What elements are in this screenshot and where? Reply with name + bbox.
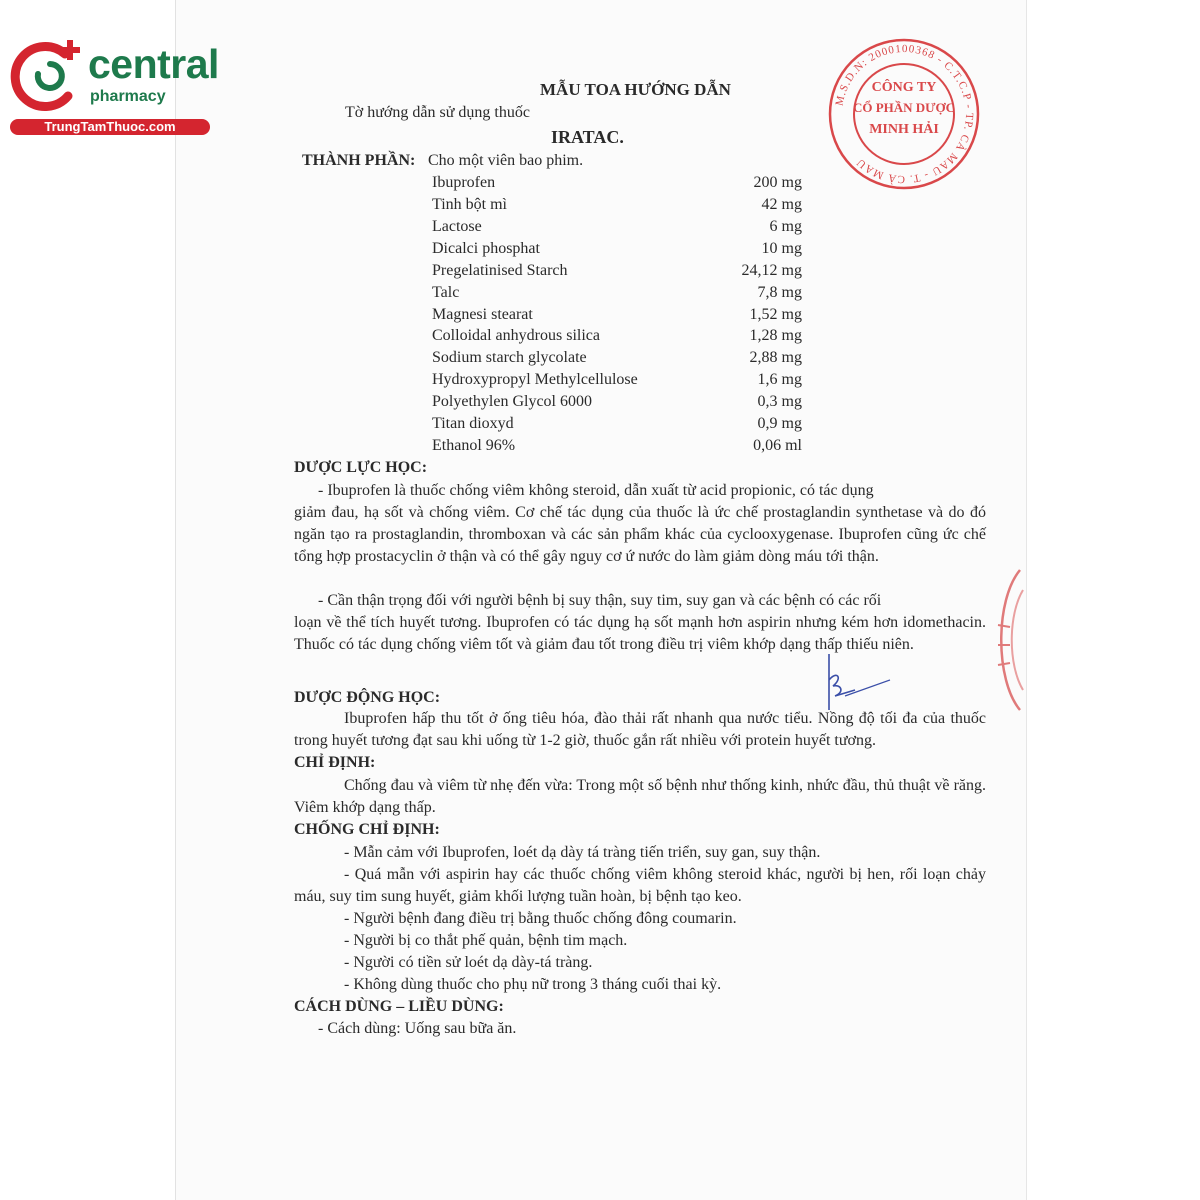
pharmacodynamics-heading: DƯỢC LỰC HỌC: <box>294 459 428 476</box>
ingredient-amount: 6 mg <box>769 218 802 235</box>
company-stamp <box>826 36 982 192</box>
indications-heading: CHỈ ĐỊNH: <box>294 754 376 771</box>
pharmacokinetics-heading: DƯỢC ĐỘNG HỌC: <box>294 689 441 706</box>
ingredient-name: Tinh bột mì <box>432 196 507 213</box>
ingredient-name: Ibuprofen <box>432 174 496 191</box>
stamp-line-1: CÔNG TY <box>871 80 937 95</box>
ingredient-amount: 1,28 mg <box>749 327 802 344</box>
ingredient-amount: 1,52 mg <box>749 306 802 323</box>
ingredient-row <box>432 304 802 326</box>
ingredient-row <box>432 238 802 260</box>
ingredient-name: Magnesi stearat <box>432 306 533 323</box>
ingredient-name: Dicalci phosphat <box>432 240 540 257</box>
edge-stamp-fragment-icon <box>990 565 1025 715</box>
ingredient-amount: 0,3 mg <box>757 393 802 410</box>
pharmacokinetics-text: Ibuprofen hấp thu tốt ở ống tiêu hóa, đào thải rất nhanh qua nước tiểu. Nồng độ tối đa của thuốc trong huyết tương đạt sau khi uống từ 1-2 giờ, thuốc gắn rất nhiều với protein huyết tương. <box>294 710 986 749</box>
usage-item: - Cách dùng: Uống sau bữa ăn. <box>318 1020 517 1037</box>
contraindication-item: - Người bệnh đang điều trị bằng thuốc chống đông coumarin. <box>344 910 737 927</box>
logo-subtitle: pharmacy <box>90 88 166 105</box>
ingredient-amount: 2,88 mg <box>749 349 802 366</box>
contraindications-heading: CHỐNG CHỈ ĐỊNH: <box>294 821 440 838</box>
document-title: MẪU TOA HƯỚNG DẪN <box>540 80 731 99</box>
logo-banner: TrungTamThuoc.com <box>10 119 210 135</box>
drug-name: IRATAC. <box>551 127 624 147</box>
ingredient-row <box>432 282 802 304</box>
ingredient-amount: 24,12 mg <box>741 262 802 279</box>
pharmacodynamics-p2: loạn về thể tích huyết tương. Ibuprofen có tác dụng hạ sốt mạnh hơn aspirin nhưng kém hơn idomethacin. Thuốc có tác dụng chống viêm tốt và giảm đau tốt trong điều trị viêm khớp dạng thấp thiếu niên. <box>294 614 986 653</box>
contraindication-item: - Mẫn cảm với Ibuprofen, loét dạ dày tá tràng tiến triển, suy gan, suy thận. <box>344 844 821 861</box>
stamp-ring-text: M.S.D.N: 2000100368 - C.T.C.P - TP. CÀ MAU - T. CÀ MAU <box>833 42 976 186</box>
ingredient-row <box>432 369 802 391</box>
ingredient-name: Lactose <box>432 218 482 235</box>
logo-name: central <box>88 41 219 87</box>
ingredient-row <box>432 194 802 216</box>
pharmacodynamics-p2-line1: - Cần thận trọng đối với người bệnh bị suy thận, suy tim, suy gan và các bệnh có các rối <box>318 592 882 609</box>
central-pharmacy-logo[interactable] <box>10 36 219 136</box>
stamp-line-3: MINH HẢI <box>869 122 939 137</box>
ingredient-name: Sodium starch glycolate <box>432 349 587 366</box>
composition-intro: Cho một viên bao phim. <box>428 152 584 169</box>
stamp-line-2: CỔ PHẦN DƯỢC <box>852 100 956 115</box>
pharmacodynamics-p1-line1: - Ibuprofen là thuốc chống viêm không steroid, dẫn xuất từ acid propionic, có tác dụng <box>318 482 874 499</box>
ingredient-row <box>432 172 802 194</box>
ingredient-amount: 10 mg <box>761 240 802 257</box>
ingredient-row <box>432 435 802 457</box>
ingredient-name: Hydroxypropyl Methylcellulose <box>432 371 638 388</box>
indications-text: Chống đau và viêm từ nhẹ đến vừa: Trong một số bệnh như thống kinh, nhức đầu, thủ thuật về răng. Viêm khớp dạng thấp. <box>294 777 986 816</box>
ingredient-amount: 7,8 mg <box>757 284 802 301</box>
ingredient-row <box>432 347 802 369</box>
ingredient-name: Ethanol 96% <box>432 437 516 454</box>
ingredient-name: Colloidal anhydrous silica <box>432 327 600 344</box>
contraindication-item: - Quá mẫn với aspirin hay các thuốc chống viêm không steroid khác, người bị hen, rối loạn chảy máu, suy tim sung huyết, giảm khối lượng tuần hoàn, bị bệnh tạo keo. <box>294 866 986 905</box>
logo-mark-icon <box>10 36 90 116</box>
ingredient-name: Pregelatinised Starch <box>432 262 568 279</box>
ingredient-row <box>432 216 802 238</box>
ingredient-name: Polyethylen Glycol 6000 <box>432 393 592 410</box>
ingredient-amount: 0,06 ml <box>753 437 802 454</box>
ingredient-name: Titan dioxyd <box>432 415 514 432</box>
usage-heading: CÁCH DÙNG – LIỀU DÙNG: <box>294 998 504 1015</box>
contraindication-item: - Không dùng thuốc cho phụ nữ trong 3 tháng cuối thai kỳ. <box>344 976 722 993</box>
ingredient-amount: 200 mg <box>753 174 802 191</box>
ingredient-row <box>432 413 802 435</box>
ingredient-name: Talc <box>432 284 460 301</box>
ingredient-row <box>432 260 802 282</box>
ingredient-row <box>432 325 802 347</box>
pharmacodynamics-p1: giảm đau, hạ sốt và chống viêm. Cơ chế tác dụng của thuốc là ức chế prostaglandin synthetase và do đó ngăn tạo ra prostaglandin, thromboxan và các sản phẩm khác của cyclooxygenase. Ibuprofen cũng ức chế tổng hợp prostacyclin ở thận và có thể gây nguy cơ ứ nước do làm giảm dòng máu tới thận. <box>294 504 986 565</box>
contraindication-item: - Người bị co thắt phế quản, bệnh tim mạch. <box>344 932 628 949</box>
document-subtitle: Tờ hướng dẫn sử dụng thuốc <box>345 104 530 121</box>
ingredient-amount: 42 mg <box>761 196 802 213</box>
ingredient-amount: 1,6 mg <box>757 371 802 388</box>
composition-label: THÀNH PHẦN: <box>302 152 416 169</box>
ingredient-amount: 0,9 mg <box>757 415 802 432</box>
contraindication-item: - Người có tiền sử loét dạ dày-tá tràng. <box>344 954 593 971</box>
ingredient-row <box>432 391 802 413</box>
